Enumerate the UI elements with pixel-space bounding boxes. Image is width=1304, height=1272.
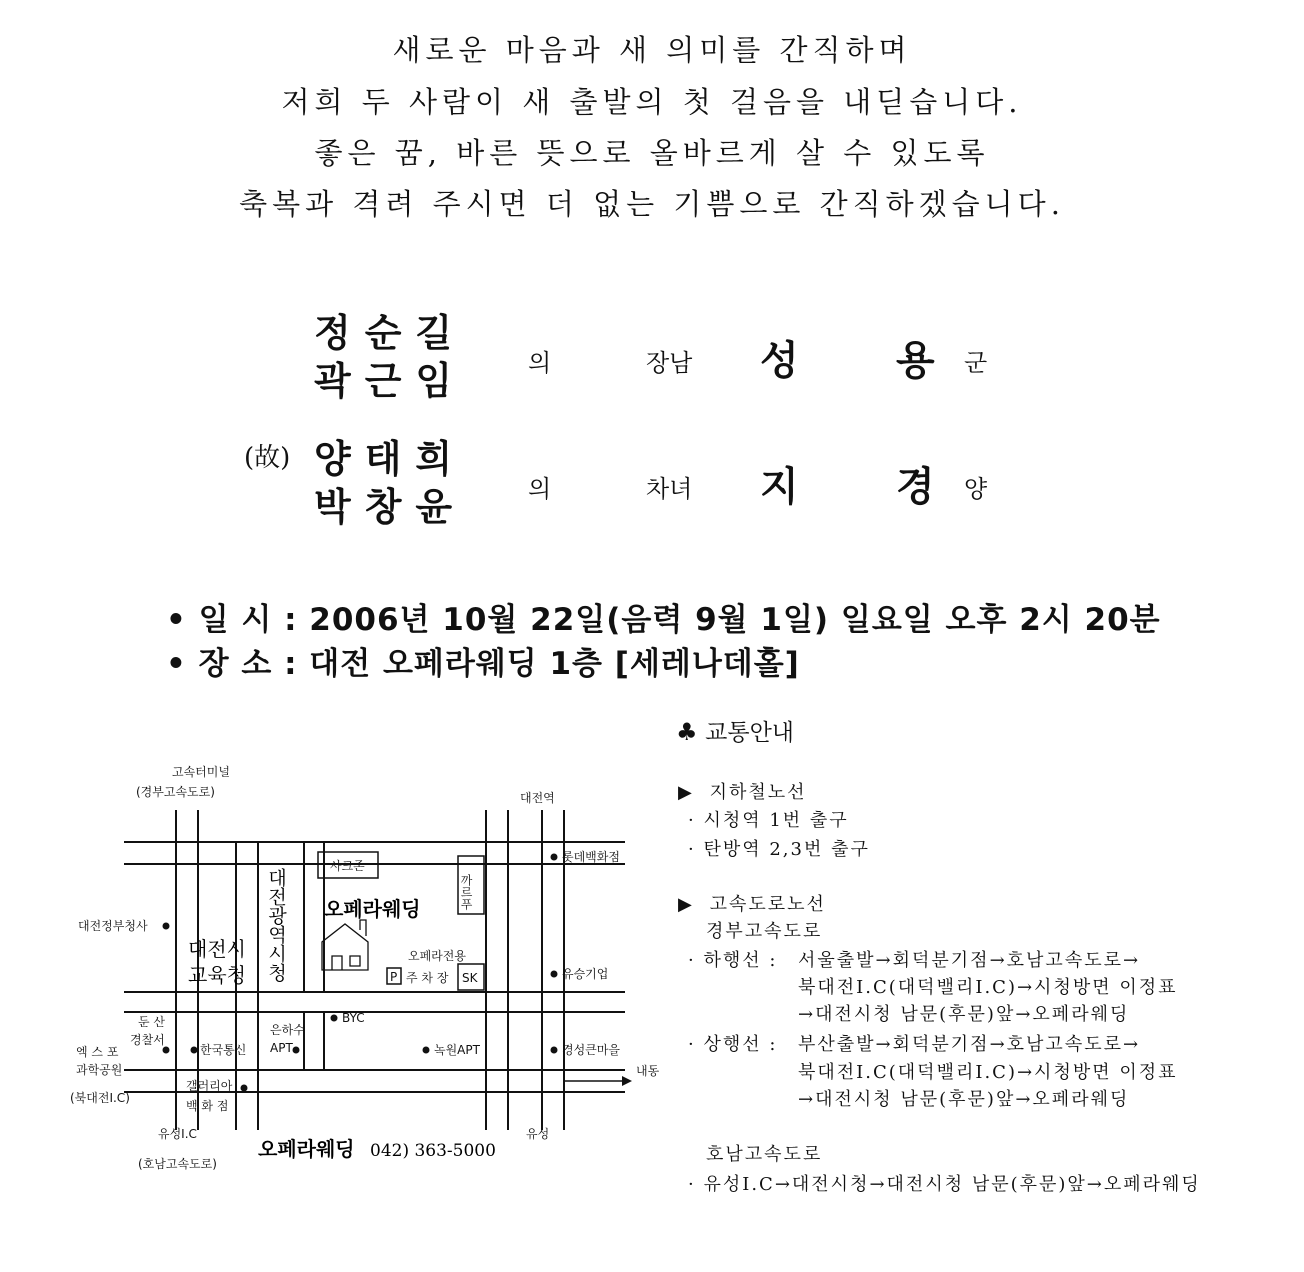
down-label: · 하행선 : xyxy=(688,950,778,971)
highway-title-row xyxy=(678,890,826,916)
map-sakzon: 사크존 xyxy=(330,859,365,873)
map-eunhasu-1: 은하수 xyxy=(270,1023,305,1037)
triangle-right-icon: ▶ xyxy=(678,894,694,915)
greeting-line-2: 저희 두 사람이 새 출발의 첫 걸음을 내딛습니다. xyxy=(281,85,1023,119)
parking-icon: P xyxy=(390,970,398,984)
transport-heading: 교통안내 xyxy=(705,720,795,746)
event-date: • 일 시 : 2006년 10월 22일(음력 9월 1일) 일요일 오후 2시 20분 xyxy=(166,602,1161,638)
down-line-2: 북대전I.C(대덕밸리I.C)→시청방면 이정표 xyxy=(798,977,1178,998)
down-line-3: →대전시청 남문(후문)앞→오페라웨딩 xyxy=(798,1004,1130,1025)
deceased-mark: (故) xyxy=(244,443,291,473)
groom-name-1: 성 xyxy=(760,338,799,384)
map-edu-2: 교육청 xyxy=(188,963,246,987)
event-place: • 장 소 : 대전 오페라웨딩 1층 [세레나데홀] xyxy=(166,646,800,682)
gyeongbu-title: 경부고속도로 xyxy=(706,921,823,942)
map-gallery-2: 백 화 점 xyxy=(186,1099,229,1113)
groom-name-2: 용 xyxy=(896,338,935,384)
map-yuseong: 유성 xyxy=(526,1127,550,1141)
map-expo-1: 엑 스 포 xyxy=(76,1045,119,1059)
up-label: · 상행선 : xyxy=(688,1034,778,1055)
map-cityhall: 대전광역시청 xyxy=(265,868,287,982)
groom-of: 의 xyxy=(528,349,552,377)
map-dunsan-2: 경찰서 xyxy=(130,1033,165,1047)
map-kt: 한국통신 xyxy=(200,1043,247,1057)
map-expo-2: 과학공원 xyxy=(76,1063,123,1077)
map-terminal: 고속터미널 xyxy=(172,765,230,779)
transport-header xyxy=(676,714,794,747)
map-eunhasu-2: APT xyxy=(270,1041,293,1055)
map-yuseong-ic: 유성I.C xyxy=(158,1127,197,1141)
groom-title: 군 xyxy=(964,349,988,377)
location-map xyxy=(60,760,700,1180)
map-nokwon: 녹원APT xyxy=(434,1043,480,1057)
map-yuseung: 유승기업 xyxy=(562,967,609,981)
highway-title: 고속도로노선 xyxy=(709,894,826,915)
map-gyeongsung: 경성큰마을 xyxy=(562,1043,620,1057)
map-footer-phone: 042) 363-5000 xyxy=(370,1141,496,1161)
up-line-2: 북대전I.C(대덕밸리I.C)→시청방면 이정표 xyxy=(798,1062,1178,1083)
map-parking-2: 주 차 장 xyxy=(406,971,449,985)
map-kkareuf: 까르푸 xyxy=(459,874,473,910)
down-line-1: 서울출발→회덕분기점→호남고속도로→ xyxy=(798,950,1141,971)
greeting-line-1: 새로운 마음과 새 의미를 간직하며 xyxy=(392,33,912,67)
groom-mother: 곽근임 xyxy=(314,359,467,403)
greeting-line-4: 축복과 격려 주시면 더 없는 기쁨으로 간직하겠습니다. xyxy=(239,187,1065,221)
triangle-right-icon: ▶ xyxy=(678,782,694,803)
groom-relation: 장남 xyxy=(646,349,693,377)
groom-father: 정순길 xyxy=(314,311,467,355)
subway-line-1: · 시청역 1번 출구 xyxy=(688,810,849,831)
bride-title: 양 xyxy=(964,475,988,503)
map-naedong: 내동 xyxy=(636,1064,660,1078)
map-sk: SK xyxy=(462,971,478,985)
subway-line-2: · 탄방역 2,3번 출구 xyxy=(688,839,870,860)
building-icon xyxy=(322,920,368,970)
bride-name-1: 지 xyxy=(760,464,799,510)
bride-of: 의 xyxy=(528,475,552,503)
map-north-ic: (북대전I.C) xyxy=(70,1091,130,1105)
map-footer-name: 오페라웨딩 xyxy=(258,1137,355,1161)
map-gallery-1: 갤러리아 xyxy=(186,1079,233,1093)
club-icon: ♣ xyxy=(676,718,698,746)
honam-title: 호남고속도로 xyxy=(706,1144,823,1165)
map-opera: 오페라웨딩 xyxy=(324,897,421,921)
map-terminal-sub: (경부고속도로) xyxy=(136,785,215,799)
subway-title: 지하철노선 xyxy=(709,782,807,803)
map-edu-1: 대전시 xyxy=(188,937,246,961)
up-line-1: 부산출발→회덕분기점→호남고속도로→ xyxy=(798,1034,1141,1055)
greeting-line-3: 좋은 꿈, 바른 뜻으로 올바르게 살 수 있도록 xyxy=(314,136,990,170)
map-dunsan-1: 둔 산 xyxy=(138,1015,165,1029)
up-line-3: →대전시청 남문(후문)앞→오페라웨딩 xyxy=(798,1089,1130,1110)
bride-relation: 차녀 xyxy=(646,475,693,503)
map-lotte: 롯데백화점 xyxy=(562,850,620,864)
map-gov: 대전정부청사 xyxy=(78,919,148,933)
map-parking-1: 오페라전용 xyxy=(408,949,466,963)
map-byc: BYC xyxy=(342,1011,365,1025)
bride-mother: 박창윤 xyxy=(314,485,467,529)
map-station: 대전역 xyxy=(520,791,555,805)
bride-name-2: 경 xyxy=(896,464,935,510)
map-yuseong-ic-sub: (호남고속도로) xyxy=(138,1157,217,1171)
honam-line-1: · 유성I.C→대전시청→대전시청 남문(후문)앞→오페라웨딩 xyxy=(688,1174,1201,1195)
bride-father: 양태희 xyxy=(314,437,467,481)
